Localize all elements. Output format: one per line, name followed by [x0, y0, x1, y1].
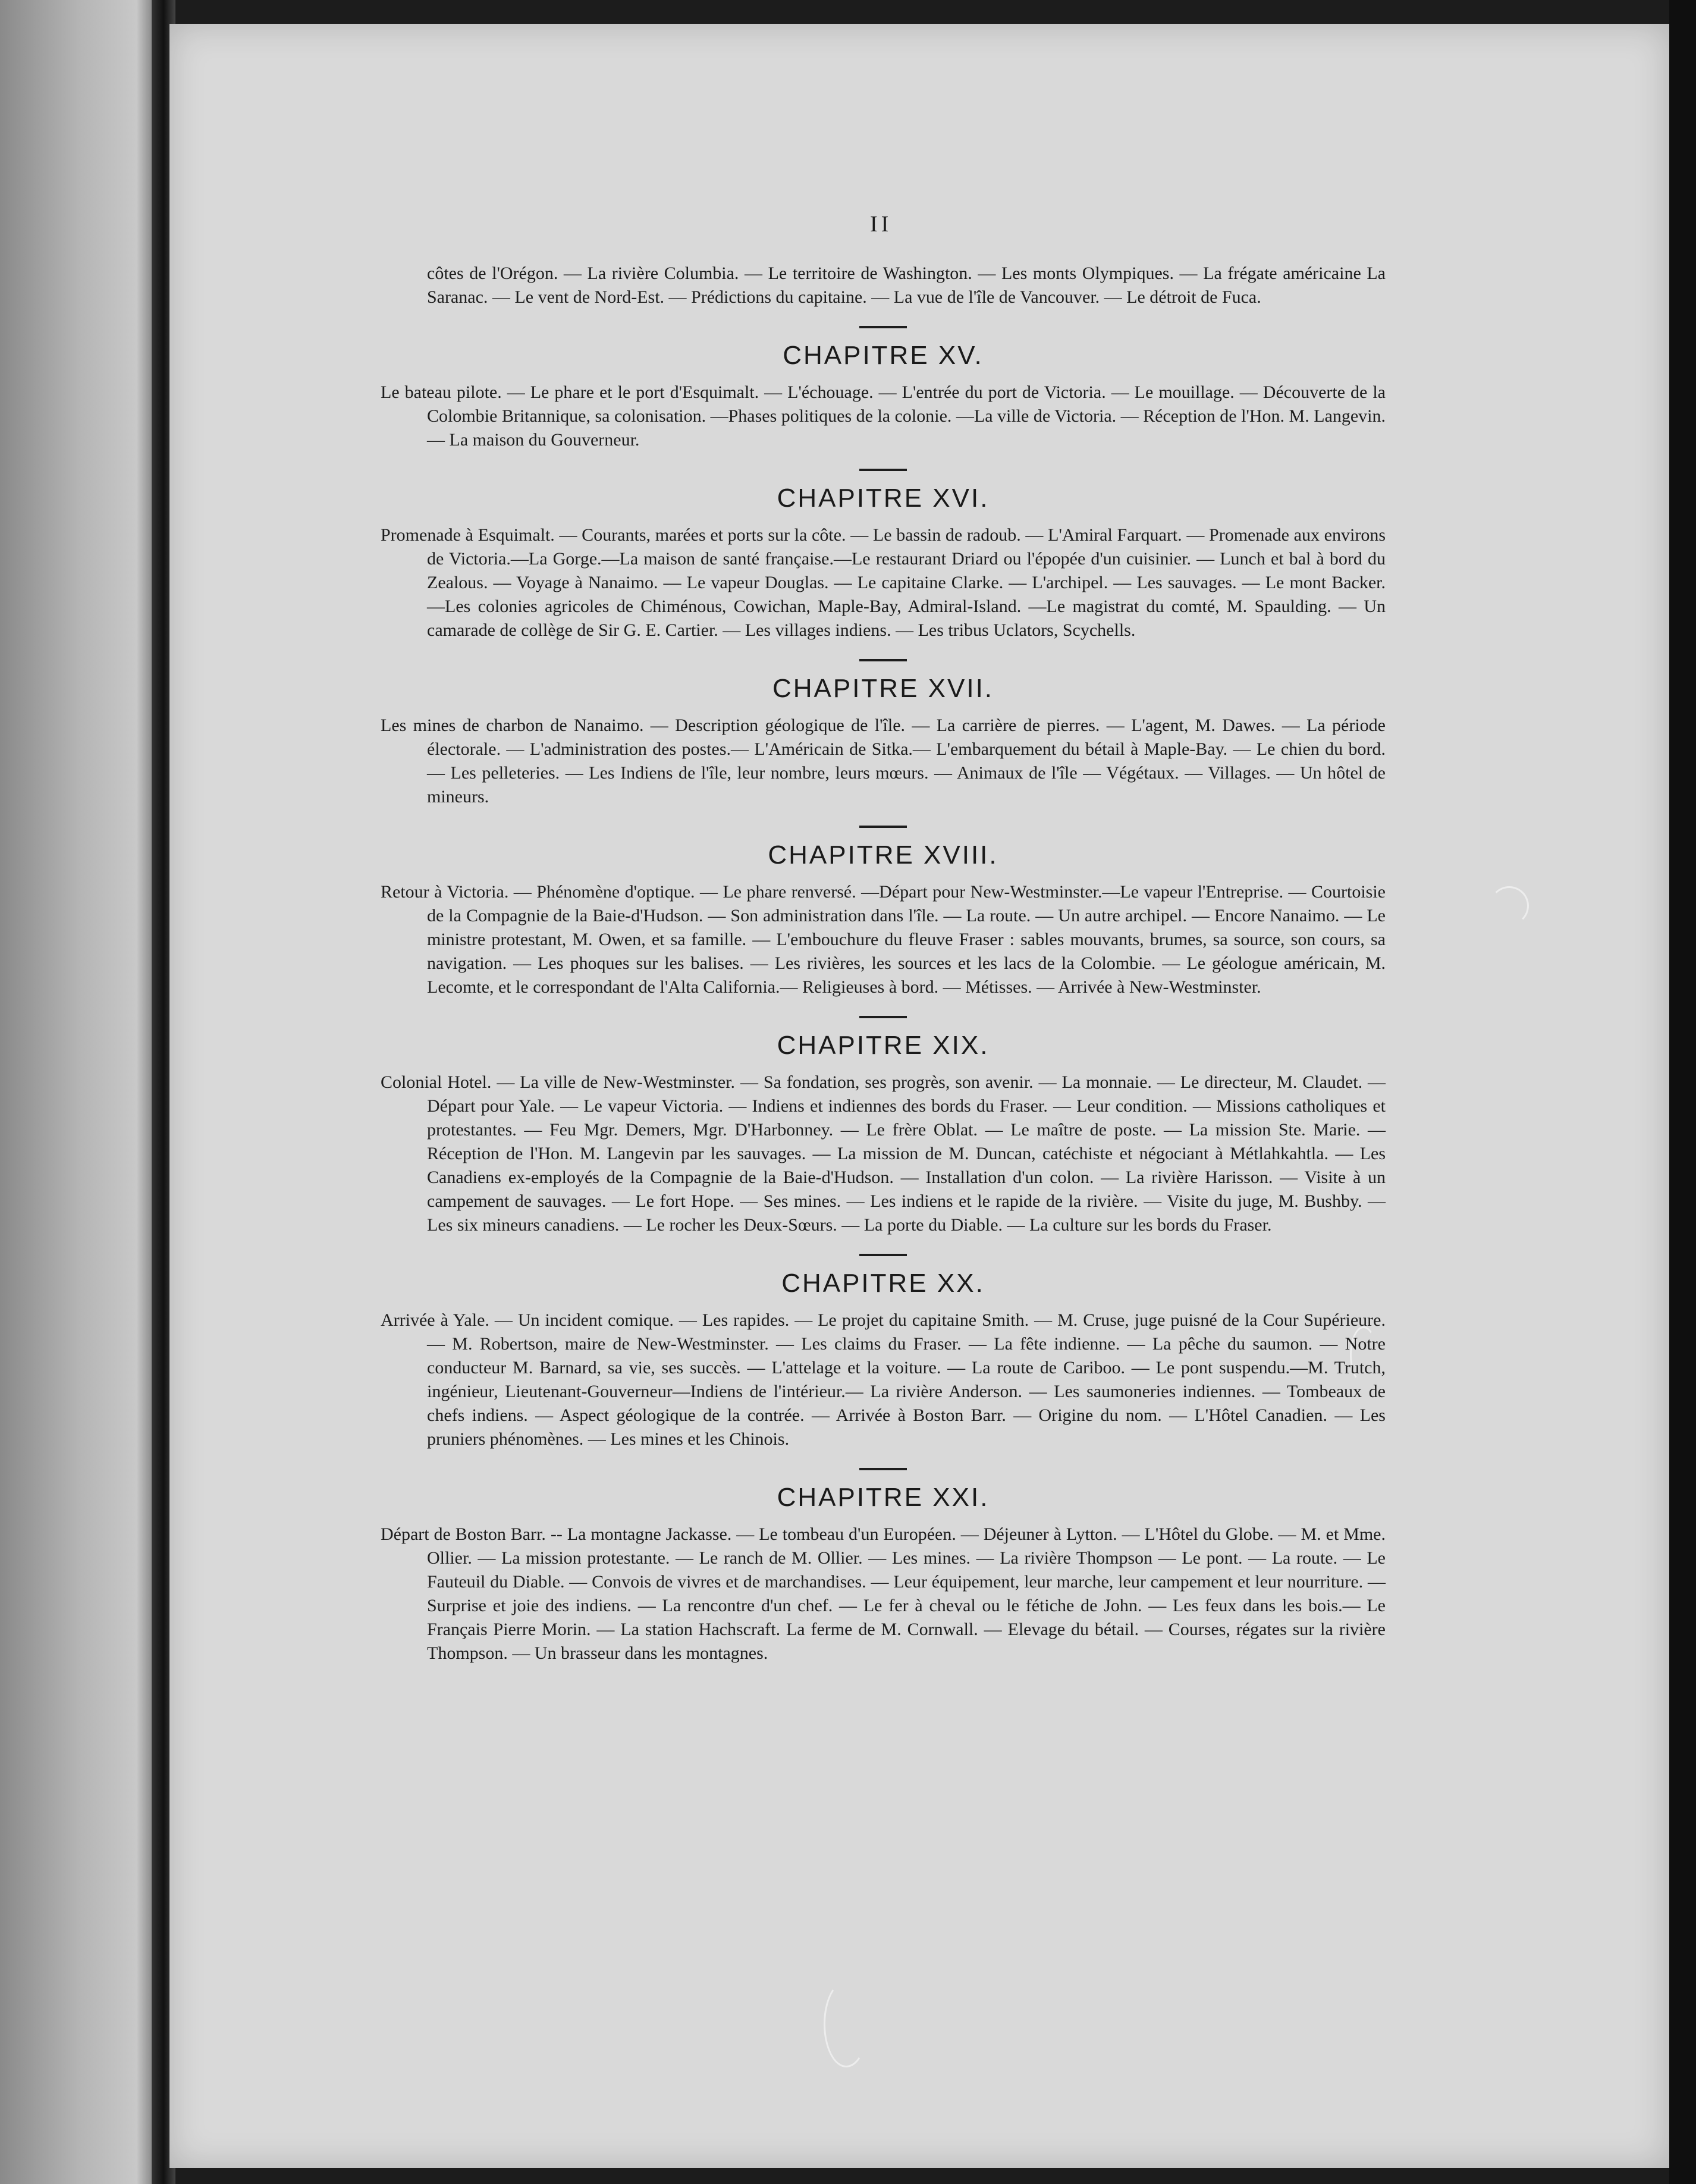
chapter-summary: Retour à Victoria. — Phénomène d'optique. — Le phare renversé. —Départ pour New-Westminster.—Le vapeur l'Entreprise. — Courtoisie de la Compagnie de la Baie-d'Hudson. — Son administration dans l'île. — La route. — Un autre archipel. — Encore Nanaimo. — Le ministre protestant, M. Owen, et sa famille. — L'embouchure du fleuve Fraser : sables mouvants, brumes, sa source, son cours, sa navigation. — Les phoques sur les balises. — Les rivières, les sources et les lacs de la Colombie. — Le géologue américain, M. Lecomte, et le correspondant de l'Alta California.— Religieuses à bord. — Métisses. — Arrivée à New-Westminster.	[381, 882, 1386, 997]
chapter-title: CHAPITRE XIX.	[777, 1031, 990, 1060]
section-rule	[859, 326, 907, 328]
chapter-summary: Arrivée à Yale. — Un incident comique. — Les rapides. — Le projet du capitaine Smith. — M. Cruse, juge puisné de la Cour Supérieure. — M. Robertson, maire de New-Westminster. — Les claims du Fraser. — La fête indienne. — La pêche du saumon. — Notre conducteur M. Barnard, sa vie, ses succès. — L'attelage et la voiture. — La route de Cariboo. — Le pont suspendu.—M. Trutch, ingénieur, Lieutenant-Gouverneur—Indiens de l'intérieur.— La rivière Anderson. — Les saumoneries indiennes. — Tombeaux de chefs indiens. — Aspect géologique de la contrée. — Arrivée à Boston Barr. — Origine du nom. — L'Hôtel Canadien. — Les pruniers phénomènes. — Les mines et les Chinois.	[381, 1310, 1386, 1449]
chapter-summary: Départ de Boston Barr. -- La montagne Jackasse. — Le tombeau d'un Européen. — Déjeuner à Lytton. — L'Hôtel du Globe. — M. et Mme. Ollier. — La mission protestante. — Le ranch de M. Ollier. — Les mines. — La rivière Thompson — Le pont. — La route. — Le Fauteuil du Diable. — Convois de vivres et de marchandises. — Leur équipement, leur marche, leur campement et leur nourriture. — Surprise et joie des indiens. — La rencontre d'un chef. — Le fer à cheval ou le fétiche de John. — Les feux dans les bois.— Le Français Pierre Morin. — La station Hachscraft. La ferme de M. Cornwall. — Elevage du bétail. — Courses, régates sur la rivière Thompson. — Un brasseur dans les montagnes.	[381, 1524, 1386, 1663]
chapter-title: CHAPITRE XVIII.	[768, 840, 998, 870]
table-of-contents	[381, 262, 1386, 1665]
scan-scratch-mark	[824, 1981, 869, 2067]
left-facing-page	[0, 0, 161, 2184]
section-rule	[859, 1468, 907, 1470]
scan-scratch-mark	[1490, 886, 1529, 925]
chapter-title: CHAPITRE XVI.	[777, 484, 990, 513]
chapter-title: CHAPITRE XX.	[781, 1269, 985, 1298]
page-number: II	[870, 212, 893, 237]
section-rule	[859, 1016, 907, 1018]
section-rule	[859, 659, 907, 661]
chapter-title: CHAPITRE XXI.	[777, 1483, 990, 1512]
chapter-title: CHAPITRE XV.	[783, 341, 984, 370]
section-rule	[859, 826, 907, 828]
chapter-summary: Le bateau pilote. — Le phare et le port d'Esquimalt. — L'échouage. — L'entrée du port de Victoria. — Le mouillage. — Découverte de la Colombie Britannique, sa colonisation. —Phases politiques de la colonie. —La ville de Victoria. — Réception de l'Hon. M. Langevin. — La maison du Gouverneur.	[381, 382, 1386, 450]
chapter-summary-continued: côtes de l'Orégon. — La rivière Columbia. — Le territoire de Washington. — Les monts Olympiques. — La frégate américaine La Saranac. — Le vent de Nord-Est. — Prédictions du capitaine. — La vue de l'île de Vancouver. — Le détroit de Fuca.	[427, 263, 1386, 307]
section-rule	[859, 1254, 907, 1256]
chapter-title: CHAPITRE XVII.	[772, 674, 994, 703]
chapter-summary: Colonial Hotel. — La ville de New-Westminster. — Sa fondation, ses progrès, son avenir. — La monnaie. — Le directeur, M. Claudet. — Départ pour Yale. — Le vapeur Victoria. — Indiens et indiennes des bords du Fraser. — Leur condition. — Missions catholiques et protestantes. — Feu Mgr. Demers, Mgr. D'Harbonney. — Le frère Oblat. — Le maître de poste. — La mission Ste. Marie. — Réception de l'Hon. M. Langevin par les sauvages. — La mission de M. Duncan, catéchiste et négociant à Métlahkahtla. — Les Canadiens ex-employés de la Compagnie de la Baie-d'Hudson. — Installation d'un colon. — La rivière Harisson. — Visite à un campement de sauvages. — Le fort Hope. — Ses mines. — Les indiens et le rapide de la rivière. — Visite du juge, M. Bushby. — Les six mineurs canadiens. — Le rocher les Deux-Sœurs. — La porte du Diable. — La culture sur les bords du Fraser.	[381, 1072, 1386, 1235]
scan-background-edge	[1669, 0, 1696, 2184]
chapter-summary: Promenade à Esquimalt. — Courants, marées et ports sur la côte. — Le bassin de radoub. — L'Amiral Farquart. — Promenade aux environs de Victoria.—La Gorge.—La maison de santé française.—Le restaurant Driard ou l'épopée d'un cuisinier. — Lunch et bal à bord du Zealous. — Voyage à Nanaimo. — Le vapeur Douglas. — Le capitaine Clarke. — L'archipel. — Les sauvages. — Le mont Backer. —Les colonies agricoles de Chiménous, Cowichan, Maple-Bay, Admiral-Island. —Le magistrat du comté, M. Spaulding. — Un camarade de collège de Sir G. E. Cartier. — Les villages indiens. — Les tribus Uclators, Scychells.	[381, 525, 1386, 640]
section-rule	[859, 469, 907, 471]
chapter-summary: Les mines de charbon de Nanaimo. — Description géologique de l'île. — La carrière de pierres. — L'agent, M. Dawes. — La période électorale. — L'administration des postes.— L'Américain de Sitka.— L'embarquement du bétail à Maple-Bay. — Le chien du bord. — Les pelleteries. — Les Indiens de l'île, leur nombre, leurs mœurs. — Animaux de l'île — Végétaux. — Villages. — Un hôtel de mineurs.	[381, 716, 1386, 807]
